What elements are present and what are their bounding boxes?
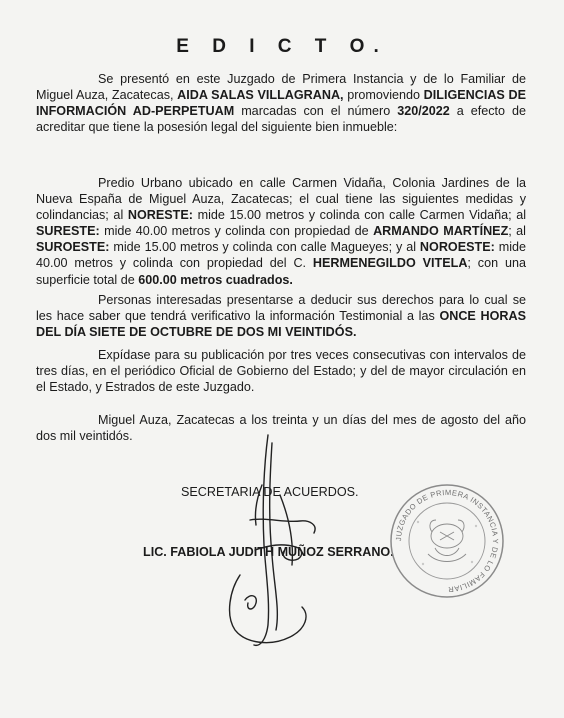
seal-text: JUZGADO DE PRIMERA INSTANCIA Y DE LO FAMILIAR [393,487,501,595]
neighbor-name: HERMENEGILDO VITELA [312,256,468,271]
handwritten-signature [210,425,360,655]
text: Se presentó en este Juzgado de Primera Instancia y de lo Familiar de Miguel Auza, Zacatecas, [36,72,526,103]
promovente-name: AIDA SALAS VILLAGRANA, [177,88,344,103]
text: Expídase para su publicación por tres veces consecutivas con intervalos de tres días, en el periódico Oficial de Gobierno del Estado; y del de mayor circulación en el Estado, y Estrados de este Juzgado. [36,348,526,395]
text: ; con una superficie total de [36,256,526,287]
paragraph-property [36,175,526,288]
text: Personas interesadas presentarse a deducir sus derechos para lo cual se les hace saber que tendrá verificativo la información Testimonial a las [36,293,526,324]
text: ; al [508,224,526,239]
text: marcadas con el número [234,104,398,119]
signatory-name: LIC. FABIOLA JUDITH MUÑOZ SERRANO. [143,545,394,559]
secretaria-label: SECRETARIA DE ACUERDOS. [181,485,359,499]
text: mide 40.00 metros y colinda con propiedad del C. [36,240,527,271]
court-seal-stamp [388,482,506,600]
direction-noroeste: NOROESTE: [419,240,495,255]
text: promoviendo [343,88,424,103]
text: mide 15.00 metros y colinda con calle Carmen Vidaña; al [192,208,527,223]
total-area: 600.00 metros cuadrados. [138,272,293,287]
paragraph-notice [36,292,526,340]
direction-suroeste: SUROESTE: [36,240,110,255]
text: mide 15.00 metros y colinda con calle Magueyes; y al [109,240,420,255]
text: a efecto de acreditar que tiene la posesión legal del siguiente bien inmueble: [36,104,526,135]
document-title: E D I C T O. [176,36,388,57]
diligencias-title: DILIGENCIAS DE INFORMACIÓN AD-PERPETUAM [36,88,526,119]
text: mide 40.00 metros y colinda con propiedad de [99,224,374,239]
text: Miguel Auza, Zacatecas a los treinta y un días del mes de agosto del año dos mil veintidós. [36,413,526,444]
paragraph-publication [36,347,526,395]
svg-text:JUZGADO DE PRIMERA INSTANCIA Y [394,488,500,594]
neighbor-name: ARMANDO MARTÍNEZ [373,224,509,239]
paragraph-presentation [36,71,526,135]
direction-noreste: NORESTE: [127,208,193,223]
text: Predio Urbano ubicado en calle Carmen Vidaña, Colonia Jardines de la Nueva España de Miguel Auza, Zacatecas; el cual tiene las siguientes medidas y colindancias; al [36,176,526,223]
hearing-date: ONCE HORAS DEL DÍA SIETE DE OCTUBRE DE DOS MI VEINTIDÓS. [36,309,526,340]
case-number: 320/2022 [397,104,450,119]
direction-sureste: SURESTE: [36,224,100,239]
